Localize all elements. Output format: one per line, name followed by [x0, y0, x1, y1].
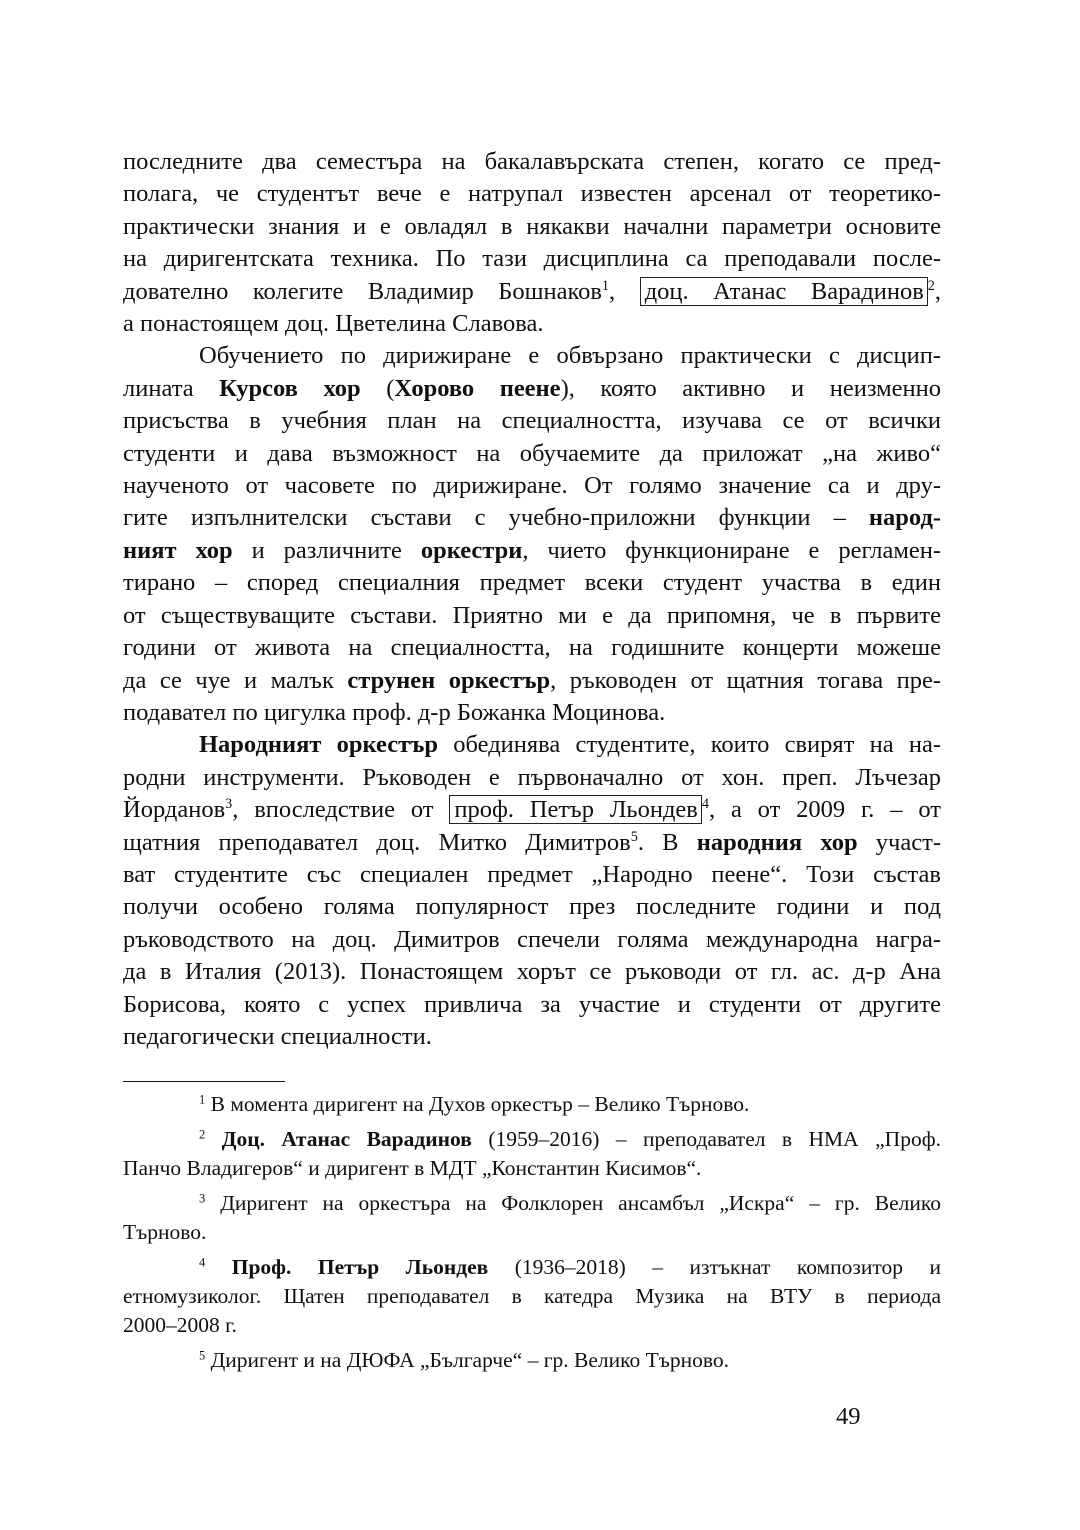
- bold-term: Доц. Атанас Варадинов: [221, 1127, 472, 1151]
- footnote-mark: 3: [199, 1191, 206, 1206]
- footnote-ref-2: 2: [927, 277, 935, 294]
- footnote-2: [123, 1125, 941, 1183]
- text-span: (: [360, 374, 395, 402]
- bold-term: народ-: [868, 504, 941, 532]
- footnote-ref-5: 5: [630, 828, 638, 845]
- text-span: ), която активно и неизменно: [560, 374, 941, 402]
- text-line: подавател по цигулка проф. д-р Божанка Моцинова.: [123, 698, 666, 726]
- text-line: години от живота на специалността, на годишните концерти можеше: [123, 634, 941, 662]
- footnote-mark: 2: [199, 1127, 206, 1142]
- text-line: Обучението по дирижиране е обвързано практически с дисцип-: [199, 342, 941, 370]
- text-line: да в Италия (2013). Понастоящем хорът се ръководи от гл. ас. д-р Ана: [123, 958, 941, 986]
- text-line: [123, 729, 941, 761]
- footnote-5: [123, 1346, 941, 1375]
- page-number: 49: [836, 1403, 861, 1430]
- text-line: Панчо Владигеров“ и диригент в МДТ „Константин Кисимов“.: [123, 1156, 702, 1180]
- text-line: [123, 1090, 941, 1119]
- bold-term: Хорово пеене: [394, 374, 561, 402]
- text-span: Йорданов: [123, 796, 226, 824]
- footnote-ref-4: 4: [701, 796, 709, 813]
- text-span: (1936–2018) – изтъкнат композитор и: [488, 1255, 941, 1279]
- text-line: дователно колегите Владимир Бошнаков$^1$, доц. Атанас Варадинов $^2$,: [123, 277, 941, 305]
- text-span: и различните: [232, 536, 421, 564]
- bold-term: ният хор: [123, 536, 233, 564]
- text-line: а понастоящем доц. Цветелина Славова.: [123, 310, 544, 338]
- text-line: [123, 1253, 941, 1282]
- paragraph-3: [123, 729, 941, 1053]
- text-line: [123, 1125, 941, 1154]
- text-line: последните два семестъра на бакалавърската степен, когато се пред-: [123, 148, 941, 175]
- text-line: [123, 665, 941, 697]
- text-line: [123, 535, 941, 567]
- text-span: Диригент на оркестъра на Фолклорен ансамбъл „Искра“ – гр. Велико: [220, 1191, 942, 1215]
- footnote-4: [123, 1253, 941, 1340]
- text-line: тирано – според специалния предмет всеки студент участва в един: [123, 569, 941, 597]
- text-span: гите изпълнителски състави с учебно-приложни функции –: [123, 504, 869, 532]
- text-span: дователно колегите Владимир Бошнаков: [123, 277, 602, 305]
- text-line: практически знания и е овладял в някакви начални параметри основите: [123, 212, 941, 240]
- text-span: , а от 2009 г. – от: [709, 796, 941, 824]
- footnote-ref-1: 1: [601, 277, 610, 294]
- text-line: [123, 794, 941, 826]
- text-line: получи особено голяма популярност през последните години и под: [123, 893, 941, 921]
- boxed-name-varadinov: доц. Атанас Варадинов: [640, 277, 928, 306]
- text-span: В момента диригент на Духов оркестър – Велико Търново.: [210, 1092, 750, 1116]
- text-span: , впоследствие от: [232, 796, 450, 824]
- text-line: 2000–2008 г.: [123, 1313, 237, 1337]
- text-line: студенти и дава възможност на обучаемите да приложат „на живо“: [123, 439, 941, 467]
- text-line: от съществуващите състави. Приятно ми е да припомня, че в първите: [123, 601, 941, 629]
- text-line: наученото от часовете по дирижиране. От голямо значение са и дру-: [123, 472, 941, 500]
- text-span: обединява студентите, които свирят на на-: [438, 731, 941, 759]
- text-span: , чието функциониране е регламен-: [522, 536, 942, 564]
- text-span: щатния преподавател доц. Митко Димитров: [123, 828, 631, 856]
- footnote-mark: 1: [199, 1092, 206, 1107]
- text-span: . В: [637, 828, 697, 856]
- footnote-mark: 4: [199, 1255, 206, 1270]
- text-span: участ-: [857, 828, 941, 856]
- text-line: [123, 827, 941, 859]
- footnote-separator: [123, 1081, 285, 1082]
- text-span: лината: [123, 374, 220, 402]
- footnote-1: [123, 1090, 941, 1119]
- text-span: да се чуе и малък: [123, 666, 348, 694]
- text-line: полага, че студентът вече е натрупал известен арсенал от теоретико-: [123, 180, 941, 208]
- footnote-ref-3: 3: [225, 796, 233, 813]
- text-line: ръководството на доц. Димитров спечели голяма международна награ-: [123, 925, 941, 953]
- footnote-3: [123, 1189, 941, 1247]
- boxed-name-lyondev: проф. Петър Льондев: [449, 795, 702, 824]
- text-span: , ръководен от щатния тогава пре-: [550, 666, 941, 694]
- text-line: Търново.: [123, 1220, 207, 1244]
- text-line: ват студентите със специален предмет „Народно пеене“. Този състав: [123, 860, 941, 888]
- main-text: [123, 146, 941, 1053]
- footnotes: [123, 1090, 941, 1375]
- text-line: педагогически специалности.: [123, 1022, 432, 1050]
- bold-term: Курсов хор: [219, 374, 361, 402]
- text-line: [123, 502, 941, 534]
- bold-term: Народният оркестър: [199, 731, 439, 759]
- text-line: присъства в учебния план на специалността, изучава се от всички: [123, 407, 941, 435]
- text-span: Диригент и на ДЮФА „Българче“ – гр. Велико Търново.: [210, 1348, 730, 1372]
- text-line: [123, 373, 941, 405]
- footnote-mark: 5: [199, 1348, 206, 1363]
- text-span: (1959–2016) – преподавател в НМА „Проф.: [471, 1127, 941, 1151]
- paragraph-2: [123, 340, 941, 729]
- text-line: [123, 1346, 941, 1375]
- text-line: [123, 1189, 941, 1218]
- bold-term: Проф. Петър Льондев: [231, 1255, 489, 1279]
- bold-term: струнен оркестър: [347, 666, 551, 694]
- text-line: етномузиколог. Щатен преподавател в катедра Музика на ВТУ в периода: [123, 1284, 941, 1308]
- bold-term: оркестри: [420, 536, 523, 564]
- paragraph-1: [123, 146, 941, 340]
- text-line: Борисова, която с успех привлича за участие и студенти от другите: [123, 990, 941, 1018]
- text-line: на диригентската техника. По тази дисциплина са преподавали после-: [123, 245, 941, 273]
- text-line: родни инструменти. Ръководен е първоначално от хон. преп. Лъчезар: [123, 763, 941, 791]
- bold-term: народния хор: [696, 828, 858, 856]
